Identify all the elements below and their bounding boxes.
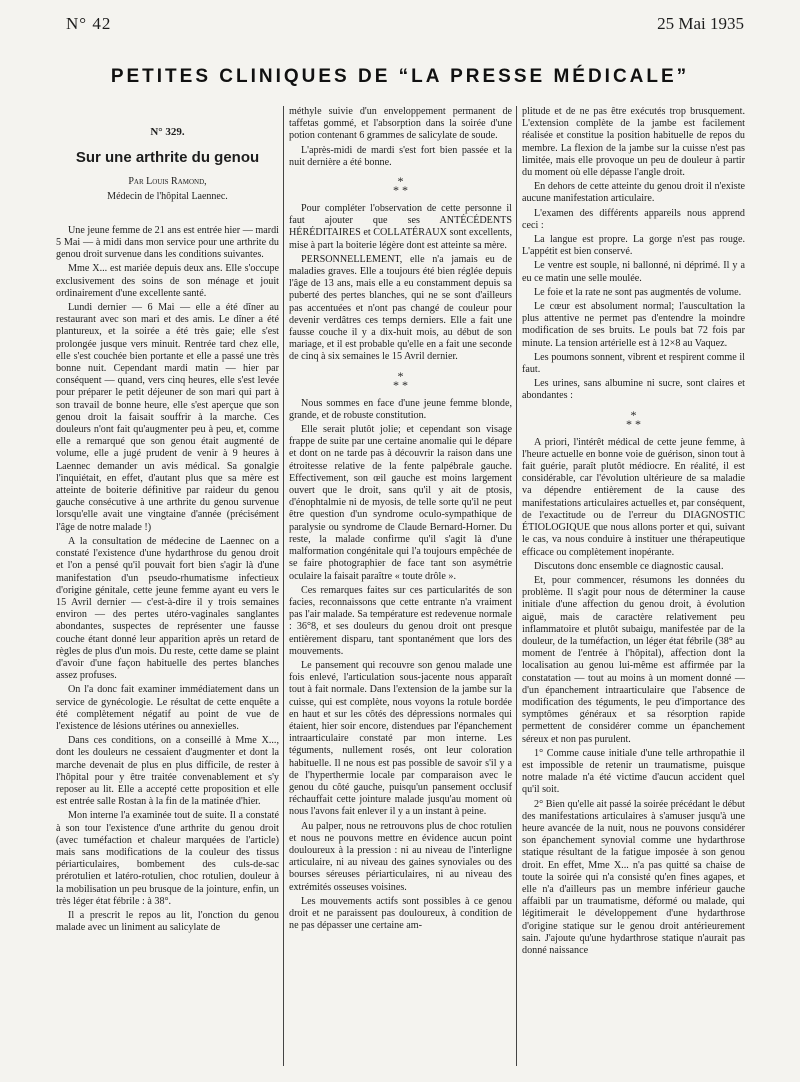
article-number: N° 329. xyxy=(150,126,185,138)
paragraph: Le ventre est souple, ni ballonné, ni déprimé. Il y a eu ce matin une selle moulée. xyxy=(522,260,745,284)
paragraph: Le cœur est absolument normal; l'auscultation la plus attentive ne permet pas d'entendre la moindre modification de ses bruits. Le pouls bat 72 fois par minute. La tension artérielle est à 12×8 au Vaquez. xyxy=(522,301,745,349)
paragraph: L'après-midi de mardi s'est fort bien passée et la nuit dernière a été bonne. xyxy=(289,144,512,168)
paragraph: Une jeune femme de 21 ans est entrée hier — mardi 5 Mai — à midi dans mon service pour une arthrite du genou droit survenue dans les conditions suivantes. xyxy=(56,224,279,261)
journal-title: PETITES CLINIQUES DE “LA PRESSE MÉDICALE” xyxy=(110,66,690,87)
paragraph: Discutons donc ensemble ce diagnostic causal. xyxy=(534,560,724,572)
column-divider xyxy=(516,106,517,1066)
paragraph: Le foie et la rate ne sont pas augmentés de volume. xyxy=(534,286,742,298)
paragraph: Elle serait plutôt jolie; et cependant son visage frappe de suite par une certaine anomalie qui le dépare et dont on ne tarde pas à découvrir la raison dans une étroitesse relative de la fente palpébrale gauche. Effectivement, son œil gauche est moins largement ouvert que le droit, sans qu'il y ait de ptosis, d'énophtalmie ni de myosis, de telle sorte qu'il ne peut être question d'un syndrome oculo-sympathique de paralysie ou syndrome de Claude Bernard-Horner. Du reste, la malade confirme qu'il s'agit là d'une malformation congénitale qui l'a toujours empêchée de se faire photographier de face tant son asymétrie oculaire la faisait paraître « toute drôle ». xyxy=(289,424,512,582)
section-separator: * * * xyxy=(626,407,641,431)
paragraph: Les urines, sans albumine ni sucre, sont claires et abondantes : xyxy=(522,378,745,402)
article-author: Par Louis Ramond, xyxy=(128,176,207,188)
paragraph: Mme X... est mariée depuis deux ans. Elle s'occupe exclusivement des soins de son ménage et jouit ordinairement d'une excellente santé. xyxy=(56,263,279,299)
paragraph: Les mouvements actifs sont possibles à ce genou droit et ne paraissent pas douloureux, à condition de ne pas dépasser une certaine am- xyxy=(289,895,512,932)
paragraph: Nous sommes en face d'une jeune femme blonde, grande, et de robuste constitution. xyxy=(289,397,512,421)
column-3 xyxy=(522,106,745,1070)
section-separator: * * * xyxy=(393,174,408,198)
paragraph: plitude et de ne pas être exécutés trop brusquement. L'extension complète de la jambe est facilement réalisée et constitue la position habituelle de repos du membre. La flexion de la jambe sur la cuisse n'est pas limitée, mais elle provoque un peu de douleur à partir du moment où elle dépasse l'angle droit. xyxy=(522,106,745,179)
paragraph: PERSONNELLEMENT, elle n'a jamais eu de maladies graves. Elle a toujours été bien réglée depuis l'âge de 13 ans, mais elle a eu constamment depuis sa puberté des pertes blanches, qui ne se sont d'ailleurs pas accentuées et n'ont pas changé de couleur pour devenir verdâtres ces temps derniers. Elle a fait une fausse couche il y a dix-huit mois, au début de son mariage, et il est probable qu'elle en a fait une seconde de cinq à six semaines le 15 Avril dernier. xyxy=(289,253,512,363)
author-affiliation: Médecin de l'hôpital Laennec. xyxy=(107,190,228,202)
paragraph-group xyxy=(56,225,279,935)
issue-date: 25 Mai 1935 xyxy=(657,14,744,33)
paragraph-group xyxy=(522,106,745,403)
paragraph: 1° Comme cause initiale d'une telle arthropathie il est impossible de retenir un traumatisme, puisque notre malade n'a été victime d'aucun accident quel qu'il soit. xyxy=(522,747,745,796)
paragraph: Mon interne l'a examinée tout de suite. Il a constaté à son tour l'existence d'une arthrite du genou droit (avec tuméfaction et chaleur marquées de l'article) mais sans modifications de la couleur des tissus périarticulaires, bombement des culs-de-sac prérotulien et latéro-rotulien, choc rotulien, douleur à la mobilisation un peu brusque de la jointure, enfin, un très léger état fébrile : à 38°. xyxy=(56,810,279,907)
paragraph: Et, pour commencer, résumons les données du problème. Il s'agit pour nous de déterminer la cause initiale d'une affection du genou droit, à évolution aiguë, mais de caractère relativement peu inflammatoire et plutôt subaigu, manifestée par de la douleur, de la tuméfaction, un léger état fébrile (38° au moment de l'entrée à l'hôpital), affection dont la localisation au genou lui-même est affirmée par la constatation — tout au moins à un moment donné — d'un épanchement intraarticulaire que l'absence de modification des téguments, le peu d'importance des symptômes généraux et sa résorption rapide permettent de considérer comme un épanchement séreux et non pas purulent. xyxy=(522,574,745,745)
paragraph-group xyxy=(289,203,512,364)
paragraph: 2° Bien qu'elle ait passé la soirée précédant le début des manifestations articulaires à s'amuser jusqu'à une heure avancée de la nuit, nous ne pouvons considérer son épanchement synovial comme une hydarthrose statique résultant de la fatigue imposée à son genou droit. En effet, Mme X... n'a pas quitté sa chaise de toute la soirée qui n'a consisté qu'en fines agapes, et elle n'a d'ailleurs pas un membre inférieur gauche affaibli par un traumatisme, déformé ou malade, qui légitimerait le développement d'une hydarthrose d'origine statique sur le genou droit antérieurement sain. J'ajoute qu'une hydarthrose statique n'aurait pas donné naissance xyxy=(522,798,745,956)
paragraph-group xyxy=(289,106,512,169)
paragraph: En dehors de cette atteinte du genou droit il n'existe aucune manifestation articulaire. xyxy=(522,181,745,205)
paragraph: méthyle suivie d'un enveloppement permanent de taffetas gommé, et l'absorption dans la soirée d'une potion contenant 6 grammes de salicylate de soude. xyxy=(289,106,512,142)
paragraph-group xyxy=(289,398,512,933)
paragraph: Il a prescrit le repos au lit, l'onction du genou malade avec un liniment au salicylate de xyxy=(56,909,279,934)
paragraph: Ces remarques faites sur ces particularités de son facies, reconnaissons que cette entrante n'a vraiment pas l'air malade. Sa température est redevenue normale : 36°8, et ses douleurs du genou droit ont presque entièrement disparu, tant spontanément que lors des mouvements. xyxy=(289,584,512,657)
column-2 xyxy=(289,106,512,1070)
article-title: Sur une arthrite du genou xyxy=(75,149,260,167)
paragraph: A priori, l'intérêt médical de cette jeune femme, à l'heure actuelle en bonne voie de guérison, sinon tout à fait guérie, paraît plutôt médiocre. En réalité, il est considérable, car l'évolution ultérieure de sa maladie va dépendre entièrement de la cause des manifestations articulaires actuelles et, par conséquent, de l'exactitude ou de l'erreur du DIAGNOSTIC ÉTIOLOGIQUE que nous allons porter et qui, suivant le cas, va nous conduire à instituer une thérapeutique efficace ou complètement inopérante. xyxy=(522,436,745,558)
section-separator: * * * xyxy=(393,368,408,392)
paragraph-group xyxy=(522,437,745,958)
column-1 xyxy=(56,106,279,1070)
paragraph: Au palper, nous ne retrouvons plus de choc rotulien et nous ne pouvons mettre en évidence aucun point douloureux à la pression : ni au niveau de l'interligne articulaire, ni au niveau des gaines synoviales ou des bourses séreuses périarticulaires, ni au niveau des extrémités osseuses voisines. xyxy=(289,820,512,893)
article-body xyxy=(56,106,764,1070)
paragraph: Pour compléter l'observation de cette personne il faut ajouter que ses ANTÉCÉDENTS HÉRÉDITAIRES et COLLATÉRAUX sont excellents, mise à part la boiterie légère dont est atteinte sa mère. xyxy=(289,203,512,251)
paragraph: A la consultation de médecine de Laennec on a constaté l'existence d'une hydarthrose du genou droit et l'on a pensé qu'il pouvait fort bien s'agir là d'une manifestation d'un pseudo-rhumatisme infectieux d'origine génitale, cette jeune femme ayant eu vers le 15 Avril dernier — c'est-à-dire il y trois semaines environ — des pertes utéro-vaginales sanglantes abondantes, suspectes de représenter une fausse couche étant donné leur apparition après un retard de règles de plus d'un mois. Du reste, cette dame se plaint d'avoir d'une façon habituelle des pertes blanches assez profuses. xyxy=(56,535,279,682)
paragraph: On l'a donc fait examiner immédiatement dans un service de gynécologie. Le résultat de cette enquête a été complètement négatif au point de vue de l'existence de lésions utérines ou annexielles. xyxy=(56,684,279,732)
paragraph: Lundi dernier — 6 Mai — elle a été dîner au restaurant avec son mari et des amis. Le dîner a été plantureux, et la soirée a été très gaie; elle s'est prolongée jusque vers minuit. Rentrée tard chez elle, elle s'est couchée bien portante et elle a passé une très bonne nuit. Cependant mardi matin — hier par conséquent — quand, vers cinq heures, elle s'est levée pour préparer le petit déjeuner de son mari qui part à son travail de bonne heure, elle s'est aperçue que son genou droit la faisait souffrir à la marche. Ces douleurs n'ont fait qu'augmenter peu à peu, et, comme elle a remarqué que son genou était augmenté de volume, elle a jugé prudent de venir à 9 heures à Laennec demander un avis médical. Sa gonalgie l'inquiétait, en effet, d'autant plus que sa mère est atteinte de boiterie définitive par raideur du genou gauche consécutive à une arthrite du genou survenue lorsqu'elle avait une vingtaine d'année (précisément l'âge de notre malade !) xyxy=(56,302,279,533)
paragraph: Le pansement qui recouvre son genou malade une fois enlevé, l'articulation sous-jacente nous apparaît tout à fait normale. Dans l'extension de la jambe sur la cuisse, qui est complète, nous voyons la rotule bordée en haut et sur les côtés des dépressions normales qui étaient, hier soir encore, distendues par l'épanchement intraarticulaire constaté par mon interne. Les téguments, nullement rosés, ont leur coloration habituelle. Il ne nous est pas possible de savoir s'il y a de l'hyperthermie locale par comparaison avec le genou du côté gauche, puisqu'un pansement occlusif réchauffait cette jointure malade jusqu'au moment où nous l'avons fait enlever il y a un instant à peine. xyxy=(289,659,512,818)
paragraph: Dans ces conditions, on a conseillé à Mme X..., dont les douleurs ne cessaient d'augmenter et dont la marche devenait de plus en plus difficile, de rester à l'hôpital pour y être traitée convenablement et s'y reposer au lit. Elle a accepté cette proposition et elle est entrée salle Rostan à la fin de la matinée d'hier. xyxy=(56,735,279,808)
column-divider xyxy=(283,106,284,1066)
paragraph: Les poumons sonnent, vibrent et respirent comme il faut. xyxy=(522,351,745,376)
paragraph: La langue est propre. La gorge n'est pas rouge. L'appétit est bien conservé. xyxy=(522,234,745,258)
page-header xyxy=(66,14,744,36)
paragraph: L'examen des différents appareils nous apprend ceci : xyxy=(522,207,745,231)
issue-number: N° 42 xyxy=(66,14,112,33)
